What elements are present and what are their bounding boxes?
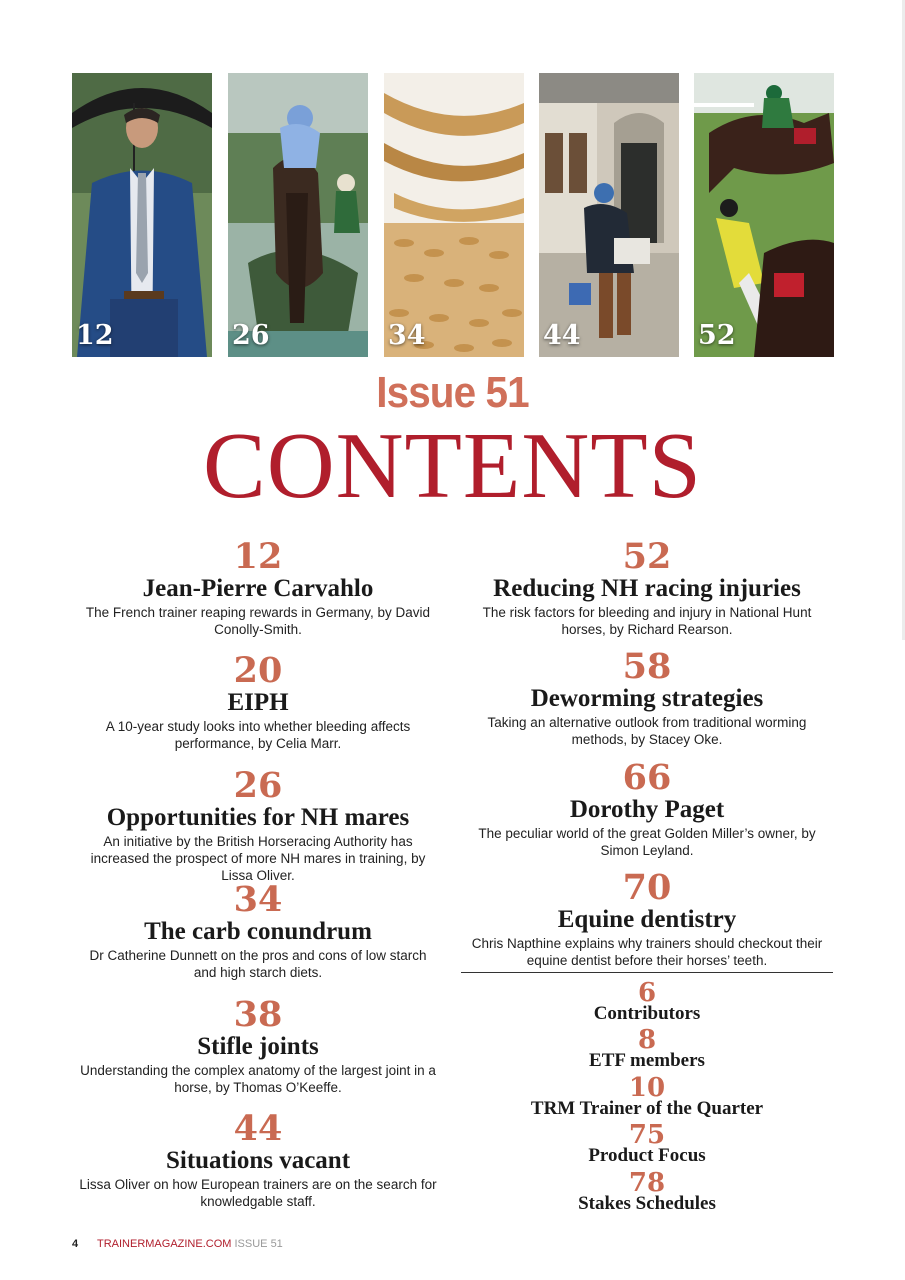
article-description: The risk factors for bleeding and injury in National Hunt horses, by Richard Rearson. — [482, 605, 812, 637]
article-entry[interactable] — [72, 881, 444, 981]
article-entry[interactable] — [72, 652, 444, 752]
regular-title: TRM Trainer of the Quarter — [530, 1098, 764, 1119]
article-entry[interactable] — [460, 759, 834, 859]
oats-image — [384, 73, 524, 357]
regular-title: ETF members — [589, 1050, 705, 1071]
photo-number: 44 — [543, 320, 581, 351]
article-title: Deworming strategies — [530, 685, 764, 712]
photo-number: 12 — [76, 320, 114, 351]
article-title: Opportunities for NH mares — [106, 804, 410, 831]
article-number: 20 — [233, 650, 283, 691]
article-description: Lissa Oliver on how European trainers are on the search for knowledgable staff. — [79, 1177, 437, 1209]
article-entry[interactable] — [460, 869, 834, 969]
photo-number: 26 — [232, 320, 270, 351]
article-title: Jean-Pierre Carvahlo — [142, 575, 374, 602]
article-description: Chris Napthine explains why trainers should checkout their equine dentist before their horses’ teeth. — [471, 936, 823, 968]
photo-horse-jump[interactable] — [228, 73, 368, 357]
trainer-image — [72, 73, 212, 357]
article-description: The peculiar world of the great Golden Miller’s owner, by Simon Leyland. — [478, 826, 816, 858]
article-entry[interactable] — [460, 538, 834, 638]
article-number: 12 — [233, 536, 283, 577]
article-number: 70 — [622, 867, 672, 908]
regular-title: Product Focus — [588, 1145, 706, 1166]
horse-jump-image — [228, 73, 368, 357]
article-number: 58 — [622, 646, 672, 687]
article-description: A 10-year study looks into whether bleeding affects performance, by Celia Marr. — [105, 719, 411, 751]
section-divider — [461, 972, 833, 973]
article-title: Reducing NH racing injuries — [493, 575, 801, 602]
photo-number: 34 — [388, 320, 426, 351]
article-title: Situations vacant — [165, 1147, 351, 1174]
photo-strip — [72, 73, 834, 357]
issue-label: Issue 51 — [376, 368, 529, 417]
article-title: Stifle joints — [197, 1033, 319, 1060]
article-number: 52 — [622, 536, 672, 577]
regular-entry[interactable] — [461, 1120, 833, 1166]
page-footer — [72, 1238, 283, 1250]
regular-entry[interactable] — [461, 1073, 833, 1119]
regular-entry[interactable] — [461, 978, 833, 1024]
footer-issue: ISSUE 51 — [234, 1238, 283, 1250]
article-description: Understanding the complex anatomy of the largest joint in a horse, by Thomas O’Keeffe. — [80, 1063, 436, 1095]
article-title: The carb conundrum — [144, 918, 372, 945]
article-title: EIPH — [227, 689, 289, 716]
article-description: An initiative by the British Horseracing Authority has increased the prospect of more NH mares in training, by Lissa Oliver. — [90, 834, 426, 883]
article-description: The French trainer reaping rewards in Germany, by David Conolly-Smith. — [85, 605, 431, 637]
article-entry[interactable] — [72, 996, 444, 1096]
article-description: Dr Catherine Dunnett on the pros and cons of low starch and high starch diets. — [89, 948, 427, 980]
article-entry[interactable] — [460, 648, 834, 748]
article-number: 34 — [233, 879, 283, 920]
fall-image — [694, 73, 834, 357]
article-entry[interactable] — [72, 538, 444, 638]
article-title: Equine dentistry — [557, 906, 737, 933]
article-number: 66 — [622, 757, 672, 798]
photo-fall[interactable] — [694, 73, 834, 357]
photo-stable[interactable] — [539, 73, 679, 357]
article-title: Dorothy Paget — [569, 796, 725, 823]
regular-entry[interactable] — [461, 1025, 833, 1071]
regular-title: Stakes Schedules — [578, 1193, 716, 1214]
article-description: Taking an alternative outlook from traditional worming methods, by Stacey Oke. — [487, 715, 807, 747]
regular-number: 78 — [628, 1168, 666, 1198]
article-number: 26 — [233, 765, 283, 806]
regular-number: 10 — [628, 1073, 666, 1103]
article-entry[interactable] — [72, 1110, 444, 1210]
regular-entry[interactable] — [461, 1168, 833, 1214]
stable-image — [539, 73, 679, 357]
photo-trainer[interactable] — [72, 73, 212, 357]
footer-site[interactable]: TRAINERMAGAZINE.COM — [96, 1238, 232, 1250]
regular-title: Contributors — [593, 1003, 701, 1024]
regular-number: 6 — [637, 978, 657, 1008]
article-number: 44 — [233, 1108, 283, 1149]
article-entry[interactable] — [72, 767, 444, 884]
regular-number: 8 — [637, 1025, 657, 1055]
page-number: 4 — [72, 1238, 79, 1250]
photo-number: 52 — [698, 320, 736, 351]
regular-number: 75 — [628, 1120, 666, 1150]
contents-title: CONTENTS — [203, 414, 702, 518]
photo-oats[interactable] — [384, 73, 524, 357]
article-number: 38 — [233, 994, 283, 1035]
